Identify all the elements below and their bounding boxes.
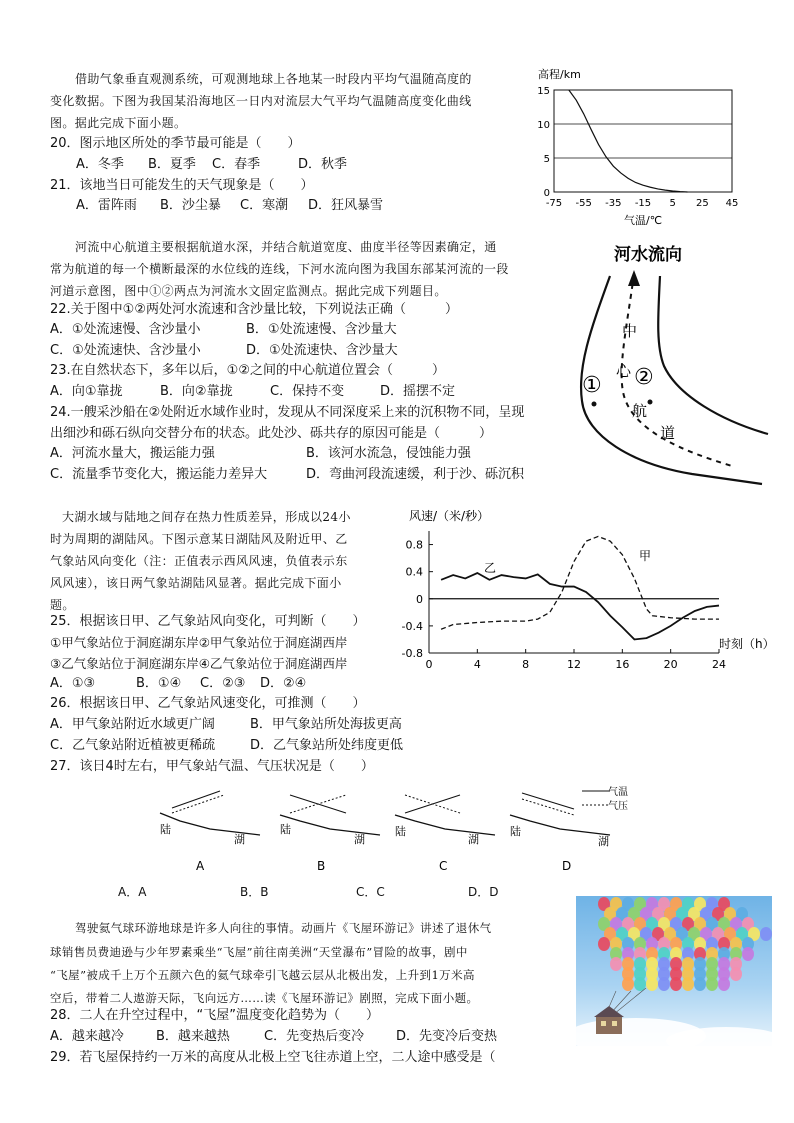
s3-intro-line-4: 风风速），该日两气象站湖陆风显著。据此完成下面小 <box>50 576 342 590</box>
diagram-b-ground <box>280 815 380 835</box>
q23-option-a[interactable]: A．向①靠拢 <box>50 384 123 399</box>
q25-option-a[interactable]: A．①③ <box>50 676 96 691</box>
question-23: 23.在自然状态下，多年以后，①②之间的中心航道位置会（ ） <box>50 363 445 378</box>
river-channel-diagram <box>572 236 772 498</box>
chart1-x-tick: -75 <box>545 198 563 209</box>
question-24-line-1: 24.一艘采沙船在②处附近水域作业时，发现从不同深度采上来的沉积物不同，呈现 <box>50 405 525 420</box>
diagram-a-ground <box>160 813 260 835</box>
diagram-c-lake: 湖 <box>468 833 479 846</box>
q24-option-c[interactable]: C．流量季节变化大，搬运能力差异大 <box>50 467 268 482</box>
chart2-y-tick: -0.8 <box>401 647 423 660</box>
q26-option-a[interactable]: A．甲气象站附近水域更广阔 <box>50 717 215 732</box>
q24-option-b[interactable]: B．该河水流急，侵蚀能力强 <box>306 446 471 461</box>
chart2-x-tick: 24 <box>712 658 726 670</box>
diagram-d-ground <box>510 815 610 835</box>
diagram-b-lake: 湖 <box>354 833 365 846</box>
question-27: 27．该日4时左右，甲气象站气温、气压状况是（ ） <box>50 759 374 774</box>
s2-intro-line-3: 河道示意图，图中①②两点为河流水文固定监测点。据此完成下列题目。 <box>50 284 447 298</box>
diagram-d-land: 陆 <box>510 825 521 838</box>
q21-option-d[interactable]: D．狂风暴雪 <box>308 198 384 213</box>
question-22: 22.关于图中①②两处河水流速和含沙量比较，下列说法正确（ ） <box>50 302 458 317</box>
diagram-a-land: 陆 <box>160 823 171 836</box>
q23-option-c[interactable]: C．保持不变 <box>270 384 345 399</box>
s4-intro-line-2: 球销售员费迪逊与少年罗素乘坐“飞屋”前往南美洲“天堂瀑布”冒险的故事，剧中 <box>50 945 468 959</box>
q27-option-c[interactable]: C．C <box>356 885 385 899</box>
flow-arrowhead <box>628 270 640 286</box>
question-20: 20．图示地区所处的季节最可能是（ ） <box>50 136 301 151</box>
q27-option-d[interactable]: D．D <box>468 885 499 899</box>
balloon <box>682 977 694 991</box>
wind-speed-chart <box>395 505 785 670</box>
q26-option-d[interactable]: D．乙气象站所处纬度更低 <box>250 738 404 753</box>
q27-diagrams <box>150 783 630 878</box>
balloon <box>598 937 610 951</box>
question-26: 26．根据该日甲、乙气象站风速变化，可推测（ ） <box>50 696 366 711</box>
balloon <box>760 927 772 941</box>
legend-temp-label: 气温 <box>608 787 628 798</box>
q25-statement-2: ③乙气象站位于洞庭湖东岸④乙气象站位于洞庭湖西岸 <box>50 656 348 671</box>
q28-option-a[interactable]: A．越来越冷 <box>50 1029 124 1044</box>
diagram-b-letter: B <box>317 859 326 873</box>
chart2-x-tick: 0 <box>425 658 433 670</box>
chart1-x-tick: -15 <box>634 198 652 209</box>
channel-label-dao: 道 <box>660 424 676 442</box>
q24-option-d[interactable]: D．弯曲河段流速缓，利于沙、砾沉积 <box>306 467 525 482</box>
diagram-a-temp-line <box>172 791 220 808</box>
channel-label-zhong: 中 <box>622 322 638 340</box>
balloon <box>694 977 706 991</box>
balloon <box>742 947 754 961</box>
chart2-x-tick: 4 <box>473 658 481 670</box>
balloon <box>646 977 658 991</box>
q27-option-b[interactable]: B．B <box>240 885 269 899</box>
chart2-y-tick: 0 <box>416 592 423 606</box>
s2-intro-line-2: 常为航道的每一个横断最深的水位线的连线，下河水流向图为我国东部某河流的一段 <box>50 262 509 276</box>
balloon <box>622 977 634 991</box>
diagram-a[interactable] <box>160 791 260 846</box>
q21-option-a[interactable]: A．雷阵雨 <box>76 198 137 213</box>
series-jia-label: 甲 <box>639 549 652 563</box>
q23-option-b[interactable]: B．向②靠拢 <box>160 384 233 399</box>
chart1-y-tick: 5 <box>543 154 550 165</box>
q21-option-b[interactable]: B．沙尘暴 <box>160 198 221 213</box>
diagram-d-letter: D <box>562 859 572 873</box>
chart1-y-tick: 15 <box>537 86 550 97</box>
chart1-temperature-curve <box>569 90 688 192</box>
chart2-x-tick: 20 <box>663 658 678 670</box>
diagram-a-letter: A <box>196 859 205 873</box>
balloon <box>670 977 682 991</box>
balloon <box>634 977 646 991</box>
question-29: 29．若飞屋保持约一万米的高度从北极上空飞往赤道上空，二人途中感受是（ <box>50 1050 496 1065</box>
river-flow-title: 河水流向 <box>614 245 682 265</box>
q20-option-b[interactable]: B．夏季 <box>148 157 196 172</box>
flying-house-photo <box>576 896 772 1046</box>
q20-option-d[interactable]: D．秋季 <box>298 157 348 172</box>
s3-intro-line-3: 气象站风向变化（注：正值表示西风风速，负值表示东 <box>50 554 348 568</box>
chart1-x-tick: 5 <box>669 198 676 209</box>
chart2-xlabel: 时刻（h） <box>719 637 775 651</box>
chart2-ylabel: 风速/（米/秒） <box>409 509 490 523</box>
chart2-y-tick: 0.4 <box>405 565 423 579</box>
series-yi-label: 乙 <box>484 561 497 575</box>
balloon <box>718 977 730 991</box>
s1-intro-line-3: 图。据此完成下面小题。 <box>50 116 187 130</box>
question-21: 21．该地当日可能发生的天气现象是（ ） <box>50 178 314 193</box>
s3-intro-line-5: 题。 <box>50 598 75 612</box>
q28-option-d[interactable]: D．先变冷后变热 <box>396 1029 498 1044</box>
q25-option-d[interactable]: D．②④ <box>260 676 307 691</box>
diagram-c-letter: C <box>439 859 448 873</box>
q24-option-a[interactable]: A．河流水量大，搬运能力强 <box>50 446 215 461</box>
q26-option-c[interactable]: C．乙气象站附近植被更稀疏 <box>50 738 216 753</box>
q28-option-c[interactable]: C．先变热后变冷 <box>264 1029 365 1044</box>
q25-option-c[interactable]: C．②③ <box>200 676 246 691</box>
q27-option-a[interactable]: A．A <box>118 885 147 899</box>
q22-option-d[interactable]: D．①处流速快、含沙量大 <box>246 343 398 358</box>
balloon <box>610 957 622 971</box>
q28-option-b[interactable]: B．越来越热 <box>156 1029 230 1044</box>
temperature-altitude-chart <box>520 62 750 232</box>
chart1-x-tick: 45 <box>725 198 739 209</box>
diagram-a-lake: 湖 <box>234 833 245 846</box>
question-28: 28．二人在升空过程中，“飞屋”温度变化趋势为（ ） <box>50 1008 380 1023</box>
s4-intro-line-3: “飞屋”被成千上万个五颜六色的氦气球牵引飞越云层从北极出发，上升到1万米高 <box>50 968 475 982</box>
diagram-c-ground <box>395 815 495 835</box>
s1-intro-line-1: 借助气象垂直观测系统，可观测地球上各地某一时段内平均气温随高度的 <box>75 72 472 86</box>
q23-option-d[interactable]: D．摇摆不定 <box>380 384 456 399</box>
chart1-y-tick: 0 <box>543 188 550 199</box>
point-1-marker: ① <box>582 373 602 398</box>
s4-intro-line-4: 空后，带着二人遨游天际，飞向远方……读《飞屋环游记》剧照，完成下面小题。 <box>50 991 479 1005</box>
point-2-marker: ② <box>634 365 654 390</box>
series-yi-line <box>441 573 719 639</box>
q25-statement-1: ①甲气象站位于洞庭湖东岸②甲气象站位于洞庭湖西岸 <box>50 635 348 650</box>
q20-option-a[interactable]: A．冬季 <box>76 157 124 172</box>
chart1-ylabel: 高程/km <box>538 68 581 81</box>
s2-intro-line-1: 河流中心航道主要根据航道水深，并结合航道宽度、曲度半径等因素确定，通 <box>75 240 497 254</box>
legend-pressure-label: 气压 <box>608 801 628 812</box>
series-jia-line <box>441 536 719 629</box>
river-right-bank <box>658 276 768 434</box>
chart1-x-tick: -55 <box>575 198 592 209</box>
balloon <box>730 967 742 981</box>
question-25: 25．根据该日甲、乙气象站风向变化，可判断（ ） <box>50 614 366 629</box>
q22-option-a[interactable]: A．①处流速慢、含沙量小 <box>50 322 201 337</box>
chart2-x-tick: 12 <box>567 658 581 670</box>
balloon <box>706 977 718 991</box>
s3-intro-line-1: 大湖水域与陆地之间存在热力性质差异，形成以24小 <box>62 510 351 524</box>
chart1-x-tick: 25 <box>695 198 709 209</box>
s4-intro-line-1: 驾驶氦气球环游地球是许多人向往的事情。动画片《飞屋环游记》讲述了退休气 <box>75 921 492 935</box>
chart1-xlabel: 气温/℃ <box>624 214 663 227</box>
chart1-x-tick: -35 <box>605 198 622 209</box>
s3-intro-line-2: 时为周期的湖陆风。下图示意某日湖陆风及附近甲、乙 <box>50 532 348 546</box>
q22-option-b[interactable]: B．①处流速慢、含沙量大 <box>246 322 397 337</box>
point-1-dot <box>592 402 597 407</box>
q21-option-c[interactable]: C．寒潮 <box>240 198 289 213</box>
diagram-b[interactable] <box>280 795 380 846</box>
diagram-b-land: 陆 <box>280 823 291 836</box>
q20-option-c[interactable]: C．春季 <box>212 157 261 172</box>
q22-option-c[interactable]: C．①处流速快、含沙量小 <box>50 343 201 358</box>
chart2-x-tick: 16 <box>615 658 630 670</box>
diagram-c[interactable] <box>395 795 495 846</box>
q25-option-b[interactable]: B．①④ <box>136 676 182 691</box>
diagram-c-land: 陆 <box>395 825 406 838</box>
chart2-x-tick: 8 <box>522 658 530 670</box>
chart1-y-tick: 10 <box>537 120 550 131</box>
channel-label-hang: 航 <box>632 402 648 420</box>
channel-label-xin: 心 <box>616 362 632 380</box>
question-24-line-2: 出细沙和砾石纵向交替分布的状态。此处沙、砾共存的原因可能是（ ） <box>50 426 493 441</box>
balloon <box>658 977 670 991</box>
diagram-d-lake: 湖 <box>598 835 609 848</box>
diagram-a-pressure-line <box>172 795 224 813</box>
chart1-frame <box>554 90 732 192</box>
chart2-y-tick: 0.8 <box>405 538 423 552</box>
point-2-dot <box>648 400 653 405</box>
s1-intro-line-2: 变化数据。下图为我国某沿海地区一日内对流层大气平均气温随高度变化曲线 <box>50 94 472 108</box>
diagram-d[interactable] <box>510 793 610 848</box>
chart2-y-tick: -0.4 <box>401 619 423 633</box>
q26-option-b[interactable]: B．甲气象站所处海拔更高 <box>250 717 402 732</box>
